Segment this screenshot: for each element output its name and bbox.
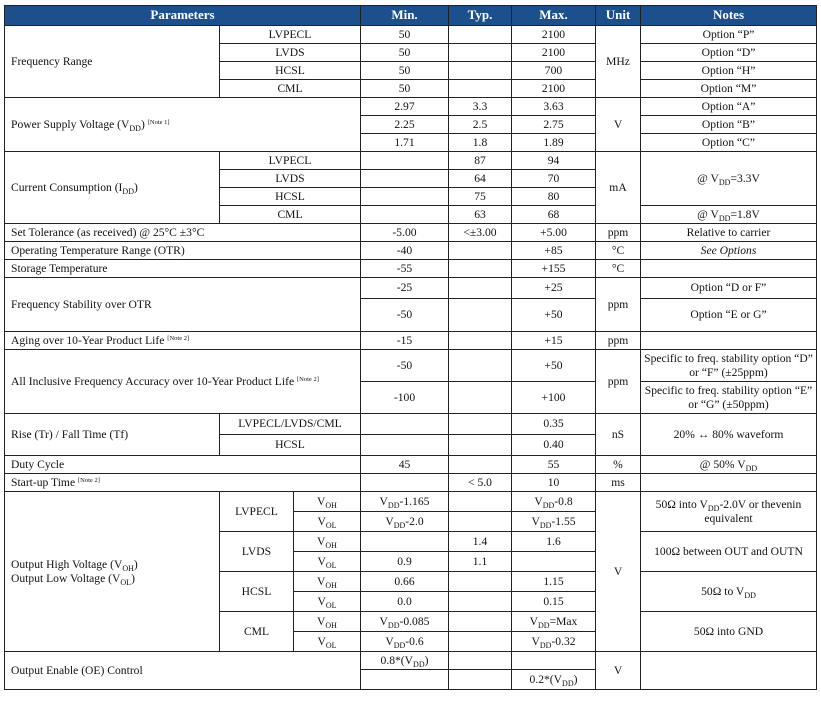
cell-max: +15 bbox=[512, 332, 596, 350]
cell-min: 50 bbox=[361, 62, 449, 80]
cell-typ bbox=[449, 632, 512, 652]
cur-sub: LVPECL bbox=[220, 152, 361, 170]
cell-typ bbox=[449, 62, 512, 80]
table-row bbox=[5, 652, 817, 670]
rise-note: 20% ↔ 80% waveform bbox=[641, 414, 817, 456]
cell-note: Option “A” bbox=[641, 98, 817, 116]
cell-typ: 3.3 bbox=[449, 98, 512, 116]
table-row bbox=[5, 224, 817, 242]
cell-typ bbox=[449, 435, 512, 456]
duty-label: Duty Cycle bbox=[5, 456, 361, 474]
cell-unit: ppm bbox=[596, 224, 641, 242]
out-type-lvds: LVDS bbox=[220, 532, 294, 572]
cell-typ: < 5.0 bbox=[449, 474, 512, 492]
cell-min bbox=[361, 670, 449, 690]
cell-typ bbox=[449, 512, 512, 532]
out-note-cml: 50Ω into GND bbox=[641, 612, 817, 652]
cell-max: 1.89 bbox=[512, 134, 596, 152]
cell-typ bbox=[449, 350, 512, 382]
cell-max: 700 bbox=[512, 62, 596, 80]
table-row bbox=[5, 242, 817, 260]
cur-sub: LVDS bbox=[220, 170, 361, 188]
voh-label: $V_{OH}$ bbox=[294, 612, 361, 632]
cell-max: 94 bbox=[512, 152, 596, 170]
cell-typ: <±3.00 bbox=[449, 224, 512, 242]
vol-label: $V_{OL}$ bbox=[294, 632, 361, 652]
header-parameters: Parameters bbox=[5, 6, 361, 26]
cur-note-33: @ $V_{DD}=3.3V$ bbox=[641, 152, 817, 206]
cell-typ bbox=[449, 492, 512, 512]
cell-note: Specific to freq. stability option “D” or “F” (±25ppm) bbox=[641, 350, 817, 382]
vol-label: $V_{OL}$ bbox=[294, 592, 361, 612]
oe-label: Output Enable (OE) Control bbox=[5, 652, 361, 690]
cell-min bbox=[361, 188, 449, 206]
cell-min: $V_{DD}-0.085$ bbox=[361, 612, 449, 632]
voh-label: $V_{OH}$ bbox=[294, 572, 361, 592]
oe-min: $0.8*(V_{DD})$ bbox=[361, 652, 449, 670]
cell-typ: 64 bbox=[449, 170, 512, 188]
cell-max: +100 bbox=[512, 382, 596, 414]
startup-label: Start-up Time [Note 2] bbox=[5, 474, 361, 492]
cell-typ bbox=[449, 332, 512, 350]
header-min: Min. bbox=[361, 6, 449, 26]
cell-min: 1.71 bbox=[361, 134, 449, 152]
cur-sub: CML bbox=[220, 206, 361, 224]
cell-min: -50 bbox=[361, 299, 449, 332]
cell-typ: 87 bbox=[449, 152, 512, 170]
stab-unit: ppm bbox=[596, 278, 641, 332]
cur-sub: HCSL bbox=[220, 188, 361, 206]
voh-label: $V_{OH}$ bbox=[294, 492, 361, 512]
header-notes: Notes bbox=[641, 6, 817, 26]
cell-min: -50 bbox=[361, 350, 449, 382]
header-row bbox=[5, 6, 817, 26]
cur-label: Current Consumption $(I_{DD})$ bbox=[5, 152, 220, 224]
cell-max: +155 bbox=[512, 260, 596, 278]
cell-max: $V_{DD}-1.55$ bbox=[512, 512, 596, 532]
rise-sub: LVPECL/LVDS/CML bbox=[220, 414, 361, 435]
cell-typ bbox=[449, 299, 512, 332]
settol-label: Set Tolerance (as received) @ 25°C ±3°C bbox=[5, 224, 361, 242]
cell-min: -100 bbox=[361, 382, 449, 414]
cell-max bbox=[512, 552, 596, 572]
cell-max: +85 bbox=[512, 242, 596, 260]
cell-max: 2100 bbox=[512, 44, 596, 62]
cell-min: 50 bbox=[361, 80, 449, 98]
vol-label: $V_{OL}$ bbox=[294, 512, 361, 532]
cur-note-18: @ $V_{DD}=1.8V$ bbox=[641, 206, 817, 224]
cell-unit: % bbox=[596, 456, 641, 474]
cell-typ bbox=[449, 456, 512, 474]
cell-note bbox=[641, 260, 817, 278]
rise-label: Rise (Tr) / Fall Time (Tf) bbox=[5, 414, 220, 456]
freq-sub: CML bbox=[220, 80, 361, 98]
cell-typ bbox=[449, 572, 512, 592]
cell-typ: 75 bbox=[449, 188, 512, 206]
cell-typ bbox=[449, 242, 512, 260]
otr-label: Operating Temperature Range (OTR) bbox=[5, 242, 361, 260]
cell-unit: °C bbox=[596, 260, 641, 278]
cell-note: Option “D or F” bbox=[641, 278, 817, 299]
cell-max: +50 bbox=[512, 299, 596, 332]
cell-min: 0.66 bbox=[361, 572, 449, 592]
cell-min bbox=[361, 414, 449, 435]
cell-note bbox=[641, 474, 817, 492]
out-note-lvds: 100Ω between OUT and OUTN bbox=[641, 532, 817, 572]
cell-unit: ms bbox=[596, 474, 641, 492]
cell-typ: 63 bbox=[449, 206, 512, 224]
psv-unit: V bbox=[596, 98, 641, 152]
table-row bbox=[5, 474, 817, 492]
cell-note: Specific to freq. stability option “E” or “G” (±50ppm) bbox=[641, 382, 817, 414]
freq-unit: MHz bbox=[596, 26, 641, 98]
cell-typ bbox=[449, 44, 512, 62]
freq-sub: LVPECL bbox=[220, 26, 361, 44]
cell-typ bbox=[449, 652, 512, 670]
table-row bbox=[5, 26, 817, 44]
cell-unit: ppm bbox=[596, 332, 641, 350]
table-row bbox=[5, 332, 817, 350]
cell-min bbox=[361, 206, 449, 224]
cell-note: Option “C” bbox=[641, 134, 817, 152]
cell-max: $V_{DD}-0.8$ bbox=[512, 492, 596, 512]
cell-max: 0.15 bbox=[512, 592, 596, 612]
cell-typ: 2.5 bbox=[449, 116, 512, 134]
cell-min: -55 bbox=[361, 260, 449, 278]
header-unit: Unit bbox=[596, 6, 641, 26]
freq-sub: HCSL bbox=[220, 62, 361, 80]
freq-sub: LVDS bbox=[220, 44, 361, 62]
out-type-hcsl: HCSL bbox=[220, 572, 294, 612]
out-type-lvpecl: LVPECL bbox=[220, 492, 294, 532]
cell-typ bbox=[449, 592, 512, 612]
cell-max: 70 bbox=[512, 170, 596, 188]
cell-min: -25 bbox=[361, 278, 449, 299]
cell-max: 3.63 bbox=[512, 98, 596, 116]
cell-note bbox=[641, 652, 817, 690]
cell-min bbox=[361, 532, 449, 552]
cell-typ bbox=[449, 382, 512, 414]
cell-min: $V_{DD}-1.165$ bbox=[361, 492, 449, 512]
cell-max: $V_{DD}=Max$ bbox=[512, 612, 596, 632]
cell-min: -40 bbox=[361, 242, 449, 260]
cell-min bbox=[361, 170, 449, 188]
out-note-hcsl: 50Ω to $V_{DD}$ bbox=[641, 572, 817, 612]
cell-note: Option “H” bbox=[641, 62, 817, 80]
cell-note: Option “P” bbox=[641, 26, 817, 44]
cell-min: $V_{DD}-0.6$ bbox=[361, 632, 449, 652]
cell-min: 45 bbox=[361, 456, 449, 474]
cell-max: 2100 bbox=[512, 80, 596, 98]
cell-max: 68 bbox=[512, 206, 596, 224]
cell-note: Option “E or G” bbox=[641, 299, 817, 332]
cell-typ bbox=[449, 278, 512, 299]
cell-max: +5.00 bbox=[512, 224, 596, 242]
cell-typ: 1.8 bbox=[449, 134, 512, 152]
out-label: Output High Voltage $(V_{OH})$ Output Low Voltage $(V_{OL})$ bbox=[5, 492, 220, 652]
cell-min: 0.0 bbox=[361, 592, 449, 612]
header-typ: Typ. bbox=[449, 6, 512, 26]
cell-min: $V_{DD}-2.0$ bbox=[361, 512, 449, 532]
cell-note: See Options bbox=[641, 242, 817, 260]
cell-max: 80 bbox=[512, 188, 596, 206]
table-row bbox=[5, 98, 817, 116]
cell-min: 50 bbox=[361, 44, 449, 62]
rise-unit: nS bbox=[596, 414, 641, 456]
cell-max: 0.40 bbox=[512, 435, 596, 456]
cell-min: -5.00 bbox=[361, 224, 449, 242]
out-note-lvpecl: 50Ω into $V_{DD}-2.0V$ or thevenin equivalent bbox=[641, 492, 817, 532]
cell-min: 50 bbox=[361, 26, 449, 44]
cell-typ bbox=[449, 26, 512, 44]
oe-max: $0.2*(V_{DD})$ bbox=[512, 670, 596, 690]
cell-max: 0.35 bbox=[512, 414, 596, 435]
cell-max: +25 bbox=[512, 278, 596, 299]
cell-min: 0.9 bbox=[361, 552, 449, 572]
duty-note: @ 50% $V_{DD}$ bbox=[641, 456, 817, 474]
cell-note: Option “B” bbox=[641, 116, 817, 134]
cell-typ bbox=[449, 260, 512, 278]
table-row bbox=[5, 152, 817, 170]
freq-label: Frequency Range bbox=[5, 26, 220, 98]
cell-typ bbox=[449, 80, 512, 98]
cell-min: 2.97 bbox=[361, 98, 449, 116]
out-unit: V bbox=[596, 492, 641, 652]
cell-min: -15 bbox=[361, 332, 449, 350]
cell-max: +50 bbox=[512, 350, 596, 382]
table-row bbox=[5, 456, 817, 474]
acc-unit: ppm bbox=[596, 350, 641, 414]
oe-unit: V bbox=[596, 652, 641, 690]
cell-min: 2.25 bbox=[361, 116, 449, 134]
cell-max: 1.15 bbox=[512, 572, 596, 592]
vol-label: $V_{OL}$ bbox=[294, 552, 361, 572]
table-row bbox=[5, 260, 817, 278]
header-max: Max. bbox=[512, 6, 596, 26]
voh-label: $V_{OH}$ bbox=[294, 532, 361, 552]
table-row bbox=[5, 278, 817, 299]
cell-typ bbox=[449, 612, 512, 632]
out-type-cml: CML bbox=[220, 612, 294, 652]
table-row bbox=[5, 414, 817, 435]
cell-note: Option “M” bbox=[641, 80, 817, 98]
rise-sub: HCSL bbox=[220, 435, 361, 456]
cell-max bbox=[512, 652, 596, 670]
specifications-table bbox=[4, 5, 817, 690]
cell-unit: °C bbox=[596, 242, 641, 260]
cell-max: $V_{DD}-0.32$ bbox=[512, 632, 596, 652]
cell-min bbox=[361, 152, 449, 170]
table-row bbox=[5, 492, 817, 512]
stab-label: Frequency Stability over OTR bbox=[5, 278, 361, 332]
cell-typ: 1.1 bbox=[449, 552, 512, 572]
cell-min bbox=[361, 474, 449, 492]
cell-note: Option “D” bbox=[641, 44, 817, 62]
cell-max: 2.75 bbox=[512, 116, 596, 134]
cell-typ: 1.4 bbox=[449, 532, 512, 552]
cell-typ bbox=[449, 414, 512, 435]
cell-typ bbox=[449, 670, 512, 690]
storage-label: Storage Temperature bbox=[5, 260, 361, 278]
cell-max: 10 bbox=[512, 474, 596, 492]
cell-max: 2100 bbox=[512, 26, 596, 44]
cell-max: 55 bbox=[512, 456, 596, 474]
psv-label: Power Supply Voltage $(V_{DD})$ [Note 1] bbox=[5, 98, 361, 152]
cell-min bbox=[361, 435, 449, 456]
table-row bbox=[5, 350, 817, 382]
acc-label: All Inclusive Frequency Accuracy over 10-Year Product Life [Note 2] bbox=[5, 350, 361, 414]
cur-unit: mA bbox=[596, 152, 641, 224]
cell-note: Relative to carrier bbox=[641, 224, 817, 242]
aging-label: Aging over 10-Year Product Life [Note 2] bbox=[5, 332, 361, 350]
cell-note bbox=[641, 332, 817, 350]
cell-max: 1.6 bbox=[512, 532, 596, 552]
